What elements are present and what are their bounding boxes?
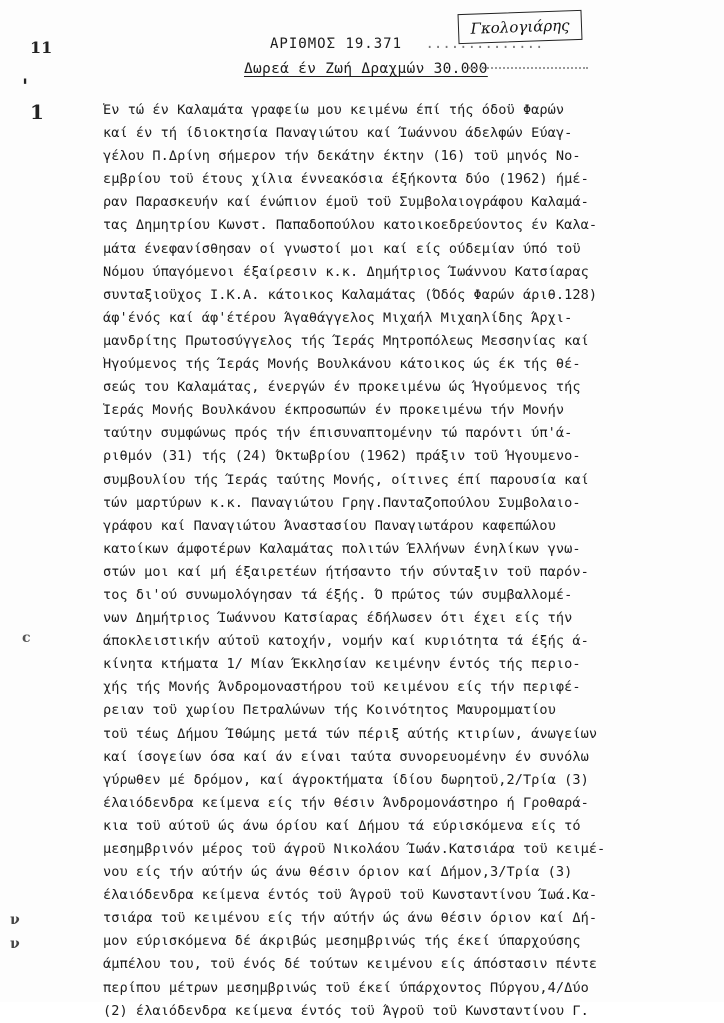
body-text-line: γύρωθεν μέ δρόμον, καί άγροκτήματα ίδίου δωρητοϋ,2/Τρία (3) bbox=[103, 771, 589, 788]
margin-mark: ν bbox=[10, 936, 20, 952]
body-text-line: ταύτην συμφώνως πρός τήν έπισυναπτομένην τώ παρόντι ύπ'ά- bbox=[103, 425, 573, 442]
body-text-line: στών μοι καί μή έξαιρετέων ήτήσαντο τήν σύνταξιν τοϋ παρόν- bbox=[103, 563, 589, 580]
title-dotted-rule bbox=[468, 67, 588, 73]
body-text-line: τών μαρτύρων κ.κ. Παναγιώτου Γρηγ.Πανταζοπούλου Συμβολαιο- bbox=[103, 494, 581, 511]
body-text-line: άποκλειστικήν αύτοϋ κατοχήν, νομήν καί κυριότητα τά έξής ά- bbox=[103, 633, 589, 650]
body-text-line: Ίεράς Μονής Βουλκάνου έκπροσωπών έν προκειμένω τήν Μονήν bbox=[103, 402, 565, 419]
body-text-line: εμβρίου τοϋ έτους χίλια έννεακόσια έξήκοντα δύο (1962) ήμέ- bbox=[103, 171, 589, 188]
body-text-line: έλαιόδενδρα κείμενα έντός τοϋ Άγροϋ τοϋ Κωνσταντίνου Ίωά.Κα- bbox=[103, 887, 598, 904]
handwritten-name-stamp: Γκολογιάρης bbox=[458, 10, 583, 44]
body-text-line: ραν Παρασκευήν καί ένώπιον έμοϋ τοϋ Συμβολαιογράφου Καλαμά- bbox=[103, 194, 589, 211]
body-text-line: ρειαν τοϋ χωρίου Πετραλώνων τής Κοινότητος Μαυρομματίου bbox=[103, 702, 556, 719]
body-text-line: τσιάρα τοϋ κειμένου είς τήν αύτήν ώς άνω θέσιν όριον καί Δή- bbox=[103, 910, 598, 927]
margin-mark: ' bbox=[22, 74, 29, 98]
body-text-line: συμβουλίου τής Ίεράς ταύτης Μονής, οίτινες έπί παρουσία καί bbox=[103, 471, 589, 488]
body-text-line: μάτα ένεφανίσθησαν οί γνωστοί μοι καί είς ούδεμίαν ύπό τοϋ bbox=[103, 240, 581, 257]
number-trailing-dots: .............. bbox=[425, 36, 544, 52]
margin-mark: 1 bbox=[30, 100, 44, 124]
body-text-line: (2) έλαιόδενδρα κείμενα έντός τοϋ Άγροϋ τοϋ Κωνσταντίνου Γ. bbox=[103, 1002, 589, 1019]
body-text-line: Νόμου ύπαγόμενοι έξαίρεσιν κ.κ. Δημήτριος Ίωάννου Κατσίαρας bbox=[103, 263, 589, 280]
body-text-line: συνταξιοϋχος Ι.Κ.Α. κάτοικος Καλαμάτας (Όδός Φαρών άριθ.128) bbox=[103, 286, 598, 303]
body-text-line: γέλου Π.Δρίνη σήμερον τήν δεκάτην έκτην (16) τοϋ μηνός Νο- bbox=[103, 148, 581, 165]
body-text-line: κίνητα κτήματα 1/ Μίαν Έκκλησίαν κειμένην έντός τής περιο- bbox=[103, 656, 581, 673]
margin-mark: ν bbox=[10, 912, 20, 928]
margin-mark: 11 bbox=[30, 38, 53, 57]
body-text-line: Έν τώ έν Καλαμάτα γραφείω μου κειμένω έπί τής όδοϋ Φαρών bbox=[103, 102, 565, 118]
body-text-line: μον εύρισκόμενα δέ άκριβώς μεσημβρινώς τής έκεί ύπαρχούσης bbox=[103, 933, 581, 950]
body-text-line: μεσημβρινόν μέρος τοϋ άγροϋ Νικολάου Ίωάν.Κατσιάρα τοϋ κειμέ- bbox=[103, 841, 606, 857]
number-label: ΑΡΙΘΜΟΣ bbox=[270, 36, 337, 52]
body-text-line: τας Δημητρίου Κωνστ. Παπαδοπούλου κατοικοεδρεύοντος έν Καλα- bbox=[103, 217, 598, 234]
document-number bbox=[270, 36, 543, 52]
body-text-line: Ήγούμενος τής Ίεράς Μονής Βουλκάνου κάτοικος ώς έκ τής θέ- bbox=[103, 356, 581, 373]
number-value: 19.371 bbox=[345, 36, 403, 52]
body-text-line: σεώς του Καλαμάτας, ένεργών έν προκειμένω ώς Ήγούμενος τής bbox=[103, 379, 581, 396]
body-text-line: κατοίκων άμφοτέρων Καλαμάτας πολιτών Έλλήνων ένηλίκων γνω- bbox=[103, 540, 581, 557]
body-text-line: τοϋ τέως Δήμου Ίθώμης μετά τών πέριξ αύτής κτιρίων, άνωγείων bbox=[103, 725, 598, 742]
body-text-line: τος δι'ού συνωμολόγησαν τά έξής. Ό πρώτος τών συμβαλλομέ- bbox=[103, 586, 573, 603]
body-text-line: κια τοϋ αύτοϋ ώς άνω όρίου καί Δήμου τά εύρισκόμενα είς τό bbox=[103, 817, 581, 834]
margin-mark: c bbox=[22, 630, 31, 646]
body-text-line: άφ'ένός καί άφ'έτέρου Άγαθάγγελος Μιχαήλ Μιχαηλίδης Άρχι- bbox=[103, 309, 573, 326]
body-text-line: χής τής Μονής Άνδρομοναστήρου τοϋ κειμένου είς τήν περιφέ- bbox=[103, 679, 581, 696]
body-text-line: νου είς τήν αύτήν ώς άνω θέσιν όριον καί Δήμον,3/Τρία (3) bbox=[103, 864, 573, 881]
body-text-line: έλαιόδενδρα κείμενα είς τήν θέσιν Άνδρομονάστηρο ή Γροθαρά- bbox=[103, 794, 589, 811]
document-body bbox=[103, 99, 668, 1023]
body-text-line: νων Δημήτριος Ίωάννου Κατσίαρας έδήλωσεν ότι έχει είς τήν bbox=[103, 610, 573, 627]
body-text-line: γράφου καί Παναγιώτου Άναστασίου Παναγιωτάρου καφεπώλου bbox=[103, 517, 556, 534]
body-text-line: περίπου μέτρων μεσημβρινώς τοϋ έκεί ύπάρχοντος Πύργου,4/Δύο bbox=[103, 979, 589, 996]
body-text-line: καί ίσογείων όσα καί άν είναι ταύτα συνορευομένην έν συνόλω bbox=[103, 748, 589, 765]
body-text-line: ριθμόν (31) τής (24) Όκτωβρίου (1962) πράξιν τοϋ Ήγουμενο- bbox=[103, 448, 581, 465]
body-text-line: άμπέλου του, τοϋ ένός δέ τούτων κειμένου είς άπόστασιν πέντε bbox=[103, 956, 598, 973]
document-title: Δωρεά έν Ζωή Δραχμών 30.000 bbox=[244, 61, 488, 77]
body-text-line: μανδρίτης Πρωτοσύγγελος τής Ίεράς Μητροπόλεως Μεσσηνίας καί bbox=[103, 332, 589, 349]
body-text-line: καί έν τή ίδιοκτησία Παναγιώτου καί Ίωάννου άδελφών Εύαγ- bbox=[103, 125, 573, 142]
